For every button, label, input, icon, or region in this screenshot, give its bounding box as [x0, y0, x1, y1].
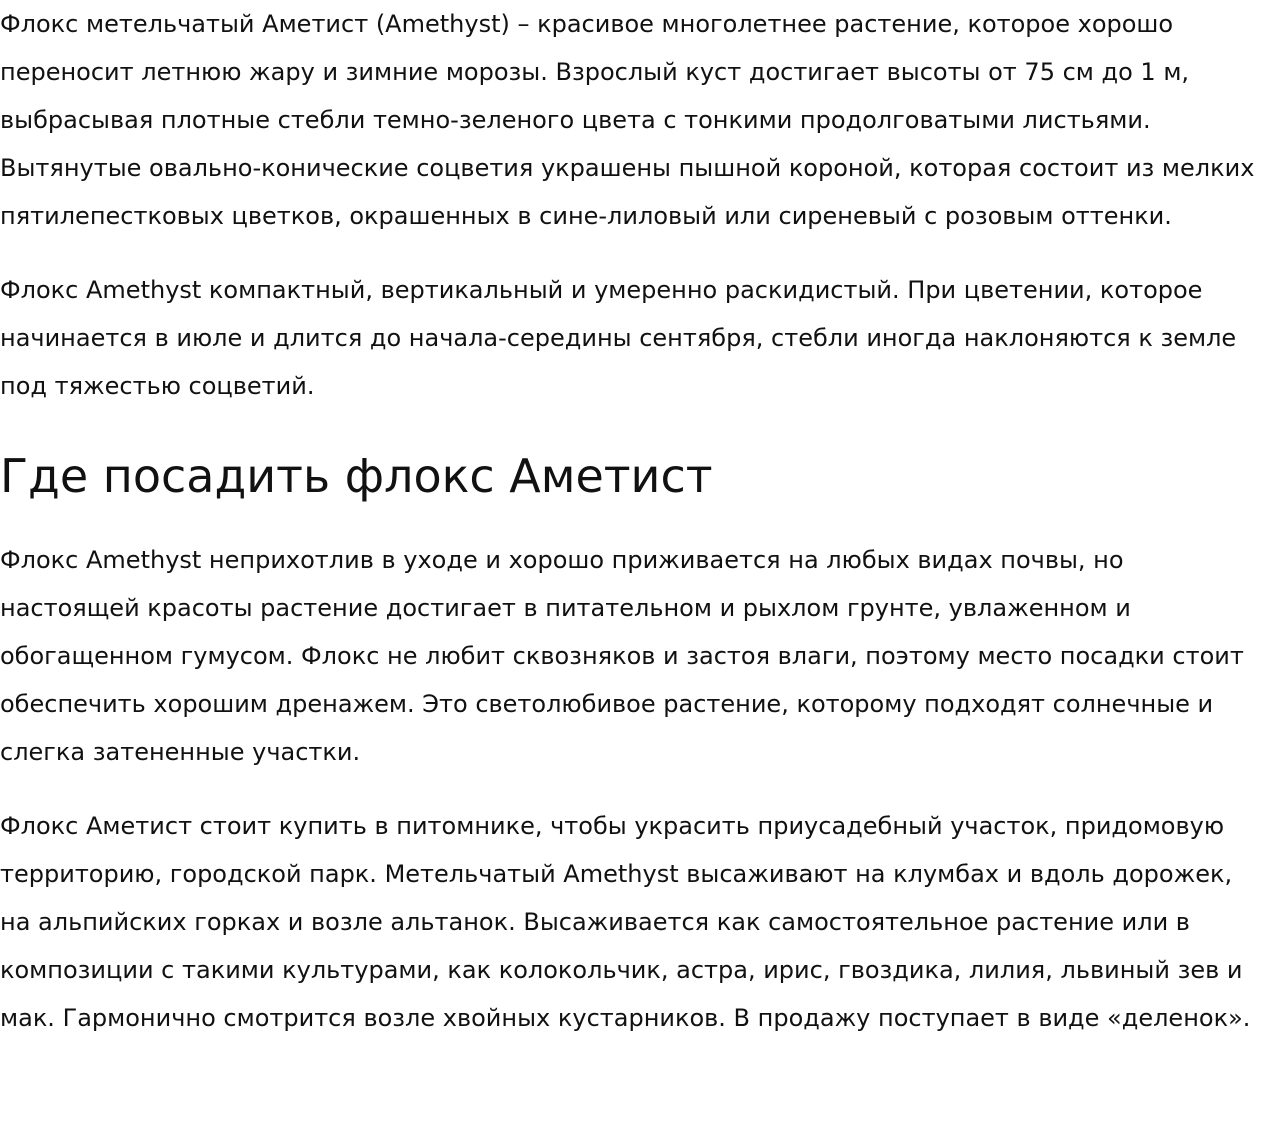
intro-paragraph-description: Флокс метельчатый Аметист (Amethyst) – красивое многолетнее растение, которое хорошо переносит летнюю жару и зимние морозы. Взрослый куст достигает высоты от 75 см до 1 м, выбрасывая плотные стебли темно-зеленого цвета с тонкими продолговатыми листьями. Вытянутые овально-конические соцветия украшены пышной короной, которая состоит из мелких пятилепестковых цветков, окрашенных в сине-лиловый или сиреневый с розовым оттенки. — [0, 10, 1255, 230]
section-heading-planting: Где посадить флокс Аметист — [0, 449, 713, 503]
intro-paragraph-flowering: Флокс Amethyst компактный, вертикальный и умеренно раскидистый. При цветении, которое начинается в июле и длится до начала-середины сентября, стебли иногда наклоняются к земле под тяжестью соцветий. — [0, 276, 1237, 400]
planting-paragraph-usage: Флокс Аметист стоит купить в питомнике, чтобы украсить приусадебный участок, придомовую территорию, городской парк. Метельчатый Amethyst высаживают на клумбах и вдоль дорожек, на альпийских горках и возле альтанок. Высаживается как самостоятельное растение или в композиции с такими культурами, как колокольчик, астра, ирис, гвоздика, лилия, львиный зев и мак. Гармонично смотрится возле хвойных кустарников. В продажу поступает в виде «деленок». — [0, 812, 1251, 1032]
planting-paragraph-soil: Флокс Amethyst неприхотлив в уходе и хорошо приживается на любых видах почвы, но настоящей красоты растение достигает в питательном и рыхлом грунте, увлаженном и обогащенном гумусом. Флокс не любит сквозняков и застоя влаги, поэтому место посадки стоит обеспечить хорошим дренажем. Это светолюбивое растение, которому подходят солнечные и слегка затененные участки. — [0, 546, 1244, 766]
